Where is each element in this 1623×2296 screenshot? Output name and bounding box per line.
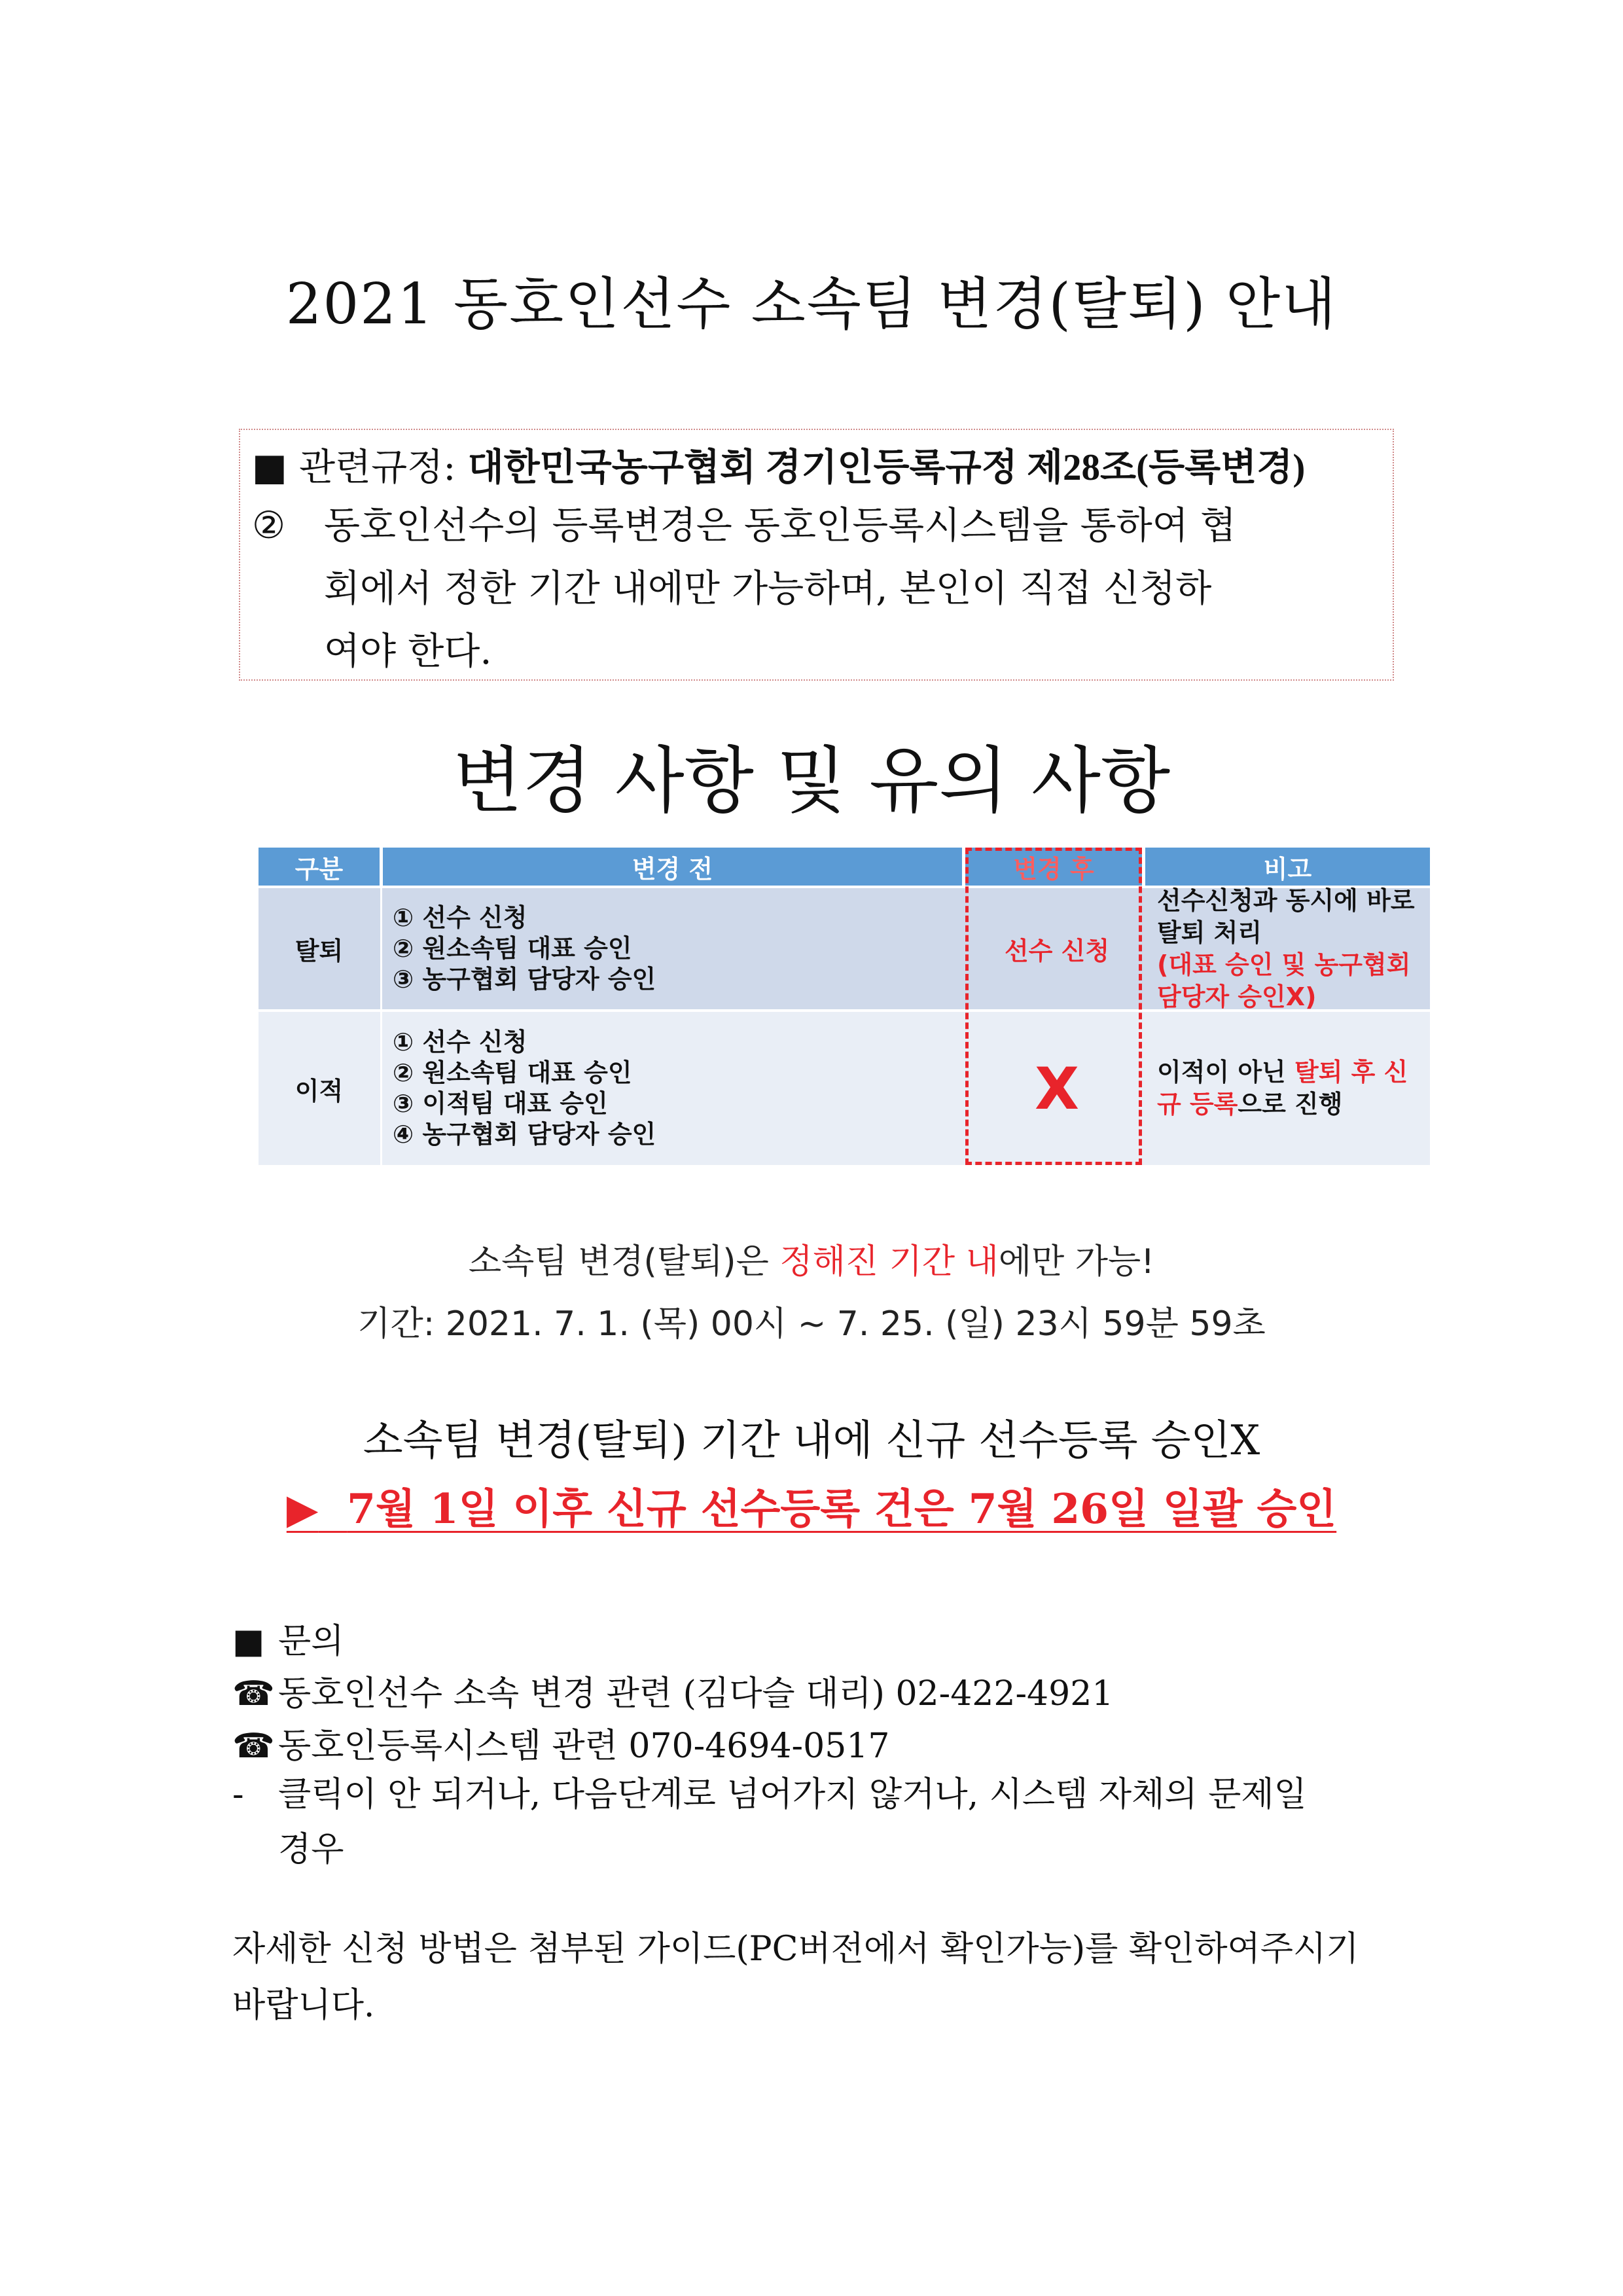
header-note: 비고 [1145,848,1430,886]
closing-text: 자세한 신청 방법은 첨부된 가이드(PC버전에서 확인가능)를 확인하여주시기 바랍니다. [232,1929,1359,2025]
notice-line-1: 소속팀 변경(탈퇴)은 정해진 기간 내에만 가능! [468,1242,1155,1282]
after-highlight-frame [965,848,1142,1165]
before-step: ② 원소속팀 대표 승인 [393,934,632,963]
contact-line-1: ☎ 동호인선수 소속 변경 관련 (김다슬 대리) 02-422-4921 [232,1674,1114,1713]
section-title: 변경 사항 및 유의 사항 [452,739,1171,823]
regulation-line-2: 회에서 정한 기간 내에만 가능하며, 본인이 직접 신청하 [324,567,1212,610]
row-note [1152,888,1430,1009]
square-bullet-icon: ■ [252,446,287,489]
before-step: ① 선수 신청 [393,903,527,932]
row-category: 탈퇴 [294,937,344,965]
note-line: 이적이 아닌 탈퇴 후 신규 등록으로 진행 [1157,1058,1408,1119]
row-after: 선수 신청 [1004,937,1110,965]
regulation-name: 대한민국농구협회 경기인등록규정 제28조(등록변경) [467,447,1306,488]
before-step: ② 원소속팀 대표 승인 [393,1058,632,1087]
before-step: ③ 이적팀 대표 승인 [393,1089,608,1118]
regulation-line-1: 동호인선수의 등록변경은 동호인등록시스템을 통하여 협 [324,504,1236,547]
page-title: 2021 동호인선수 소속팀 변경(탈퇴) 안내 [285,272,1338,337]
row-after-x: X [1035,1054,1079,1122]
row-note [1152,1012,1430,1165]
contact-line-3: - 클릭이 안 되거나, 다음단계로 넘어가지 않거나, 시스템 자체의 문제일 경우 [232,1767,1391,1877]
period-line: 기간: 2021. 7. 1. (목) 00시 ~ 7. 25. (일) 23시 59분 59초 [357,1304,1266,1344]
regulation-body [252,494,1384,683]
approval-line-1: 소속팀 변경(탈퇴) 기간 내에 신규 선수등록 승인X [363,1416,1260,1464]
phone-icon: ☎ [232,1674,275,1713]
phone-icon: ☎ [232,1727,275,1766]
arrow-icon: ▶ [286,1484,319,1533]
row-category: 이적 [294,1076,344,1105]
header-before: 변경 전 [383,848,962,886]
before-step: ① 선수 신청 [393,1028,527,1056]
header-after: 변경 후 [965,848,1142,886]
contact-heading: ■ 문의 [232,1622,344,1661]
row-before [383,1012,962,1165]
approval-line-2: ▶ 7월 1일 이후 신규 선수등록 건은 7월 26일 일괄 승인 [286,1484,1337,1533]
contact-line-2: ☎ 동호인등록시스템 관련 070-4694-0517 [232,1727,890,1766]
regulation-line-3: 여야 한다. [324,630,492,673]
regulation-header [252,437,1305,491]
change-table [259,848,1430,1165]
note-line-red: (대표 승인 및 농구협회 담당자 승인X) [1157,950,1411,1011]
before-step: ④ 농구협회 담당자 승인 [393,1120,656,1149]
before-step: ③ 농구협회 담당자 승인 [393,965,656,994]
regulation-label: 관련규정: [298,446,456,489]
header-category: 구분 [259,848,380,886]
item-number: ② [252,504,286,547]
table-row [259,1012,1430,1165]
table-row [259,888,1430,1009]
note-line: 선수신청과 동시에 바로 탈퇴 처리 [1157,886,1415,947]
dash-bullet: - [232,1775,244,1814]
row-before [383,888,962,1009]
square-bullet-icon: ■ [232,1622,265,1661]
